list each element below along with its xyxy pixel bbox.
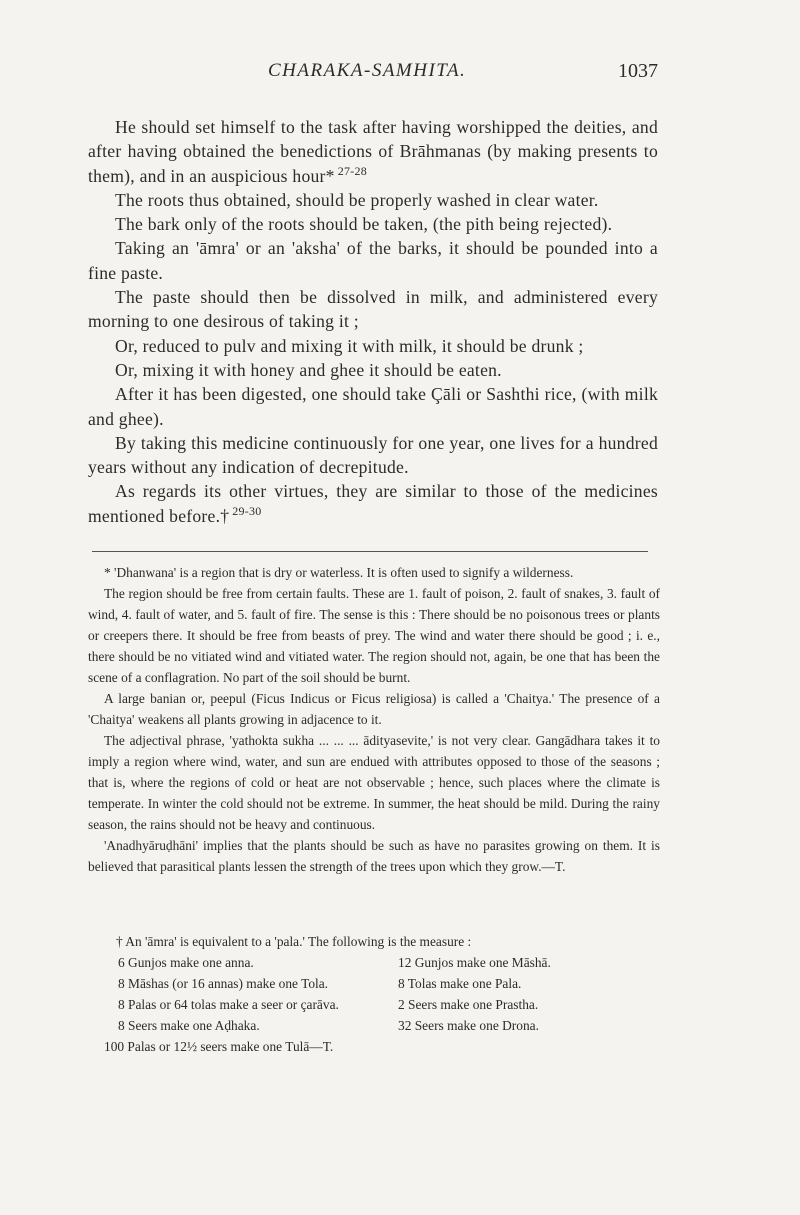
measure-cell: 32 Seers make one Drona. (398, 1018, 539, 1033)
verse-reference: 27-28 (337, 163, 367, 178)
measure-cell: 12 Gunjos make one Māshā. (398, 955, 551, 970)
measure-cell: 8 Māshas (or 16 annas) make one Tola. (118, 976, 329, 991)
footnotes (88, 562, 660, 877)
main-text (88, 115, 658, 528)
footnote: A large banian or, peepul (Ficus Indicus or Ficus religiosa) is called a 'Chaitya.' The presence of a 'Chaitya' weakens all plants growing in adjacence to it. (88, 691, 660, 727)
footnote: * 'Dhanwana' is a region that is dry or waterless. It is often used to signify a wilderness. (104, 565, 574, 580)
measure-row (118, 1015, 588, 1036)
measure-table (104, 931, 588, 1057)
measure-cell: 6 Gunjos make one anna. (118, 955, 254, 970)
footnote: The region should be free from certain faults. These are 1. fault of poison, 2. fault of snakes, 3. fault of wind, 4. fault of water, and 5. fault of fire. The sense is this : There should be no poisonous trees or plants or creepers there. It should be free from beasts of prey. The wind and water there should be good ; i. e., there should be no vitiated wind and vitiated water. The region should not, again, be one that has been the scene of a conflagration. No part of the soil should be burnt. (88, 586, 660, 685)
paragraph: The paste should then be dissolved in milk, and administered every morning to one desirous of taking it ; (88, 287, 658, 332)
paragraph: The roots thus obtained, should be properly washed in clear water. (115, 189, 599, 210)
measure-row (118, 994, 588, 1015)
paragraph: Or, reduced to pulv and mixing it with milk, it should be drunk ; (115, 335, 584, 356)
measure-cell: 8 Tolas make one Pala. (398, 976, 522, 991)
measure-cell: 8 Seers make one Aḍhaka. (118, 1018, 260, 1033)
measure-cell: 2 Seers make one Prastha. (398, 997, 539, 1012)
measure-cell: 8 Palas or 64 tolas make a seer or çarāva. (118, 997, 339, 1012)
footnote-divider (92, 551, 648, 552)
page-number: 1037 (618, 60, 658, 82)
footnote: 'Anadhyāruḍhāni' implies that the plants should be such as have no parasites growing on them. It is believed that parasitical plants lessen the strength of the trees upon which they grow.—T. (88, 838, 660, 874)
running-title: CHARAKA-SAMHITA. (268, 60, 467, 81)
paragraph: By taking this medicine continuously for one year, one lives for a hundred years without any indication of decrepitude. (88, 432, 658, 478)
measure-intro: † An 'āmra' is equivalent to a 'pala.' The following is the measure : (116, 934, 472, 949)
paragraph: As regards its other virtues, they are similar to those of the medicines mentioned before.† $^{29-30}$ (88, 481, 658, 526)
page-header (88, 60, 658, 90)
measure-final: 100 Palas or 12½ seers make one Tulā—T. (104, 1039, 334, 1054)
measure-row (118, 952, 588, 973)
paragraph: He should set himself to the task after having worshipped the deities, and after having obtained the benedictions of Brāhmanas (by making presents to them), and in an auspicious hour* $^{27-28}$ (88, 117, 658, 186)
footnote: The adjectival phrase, 'yathokta sukha ... ... ... ādityasevite,' is not very clear. Gangādhara takes it to imply a region where wind, water, and sun are endued with attributes opposed to those of the seasons ; that is, where the regions of cold or heat are not observable ; hence, such places where the climate is temperate. In winter the cold should not be extreme. In summer, the heat should be mild. During the rainy season, the rains should not be heavy and continuous. (88, 733, 660, 832)
verse-reference: 29-30 (232, 503, 262, 518)
paragraph: Or, mixing it with honey and ghee it should be eaten. (115, 359, 502, 380)
paragraph: The bark only of the roots should be taken, (the pith being rejected). (115, 214, 613, 235)
measure-row (118, 973, 588, 994)
paragraph: Taking an 'āmra' or an 'aksha' of the barks, it should be pounded into a fine paste. (88, 238, 658, 283)
paragraph: After it has been digested, one should take Çāli or Sashthi rice, (with milk and ghee). (88, 384, 658, 429)
